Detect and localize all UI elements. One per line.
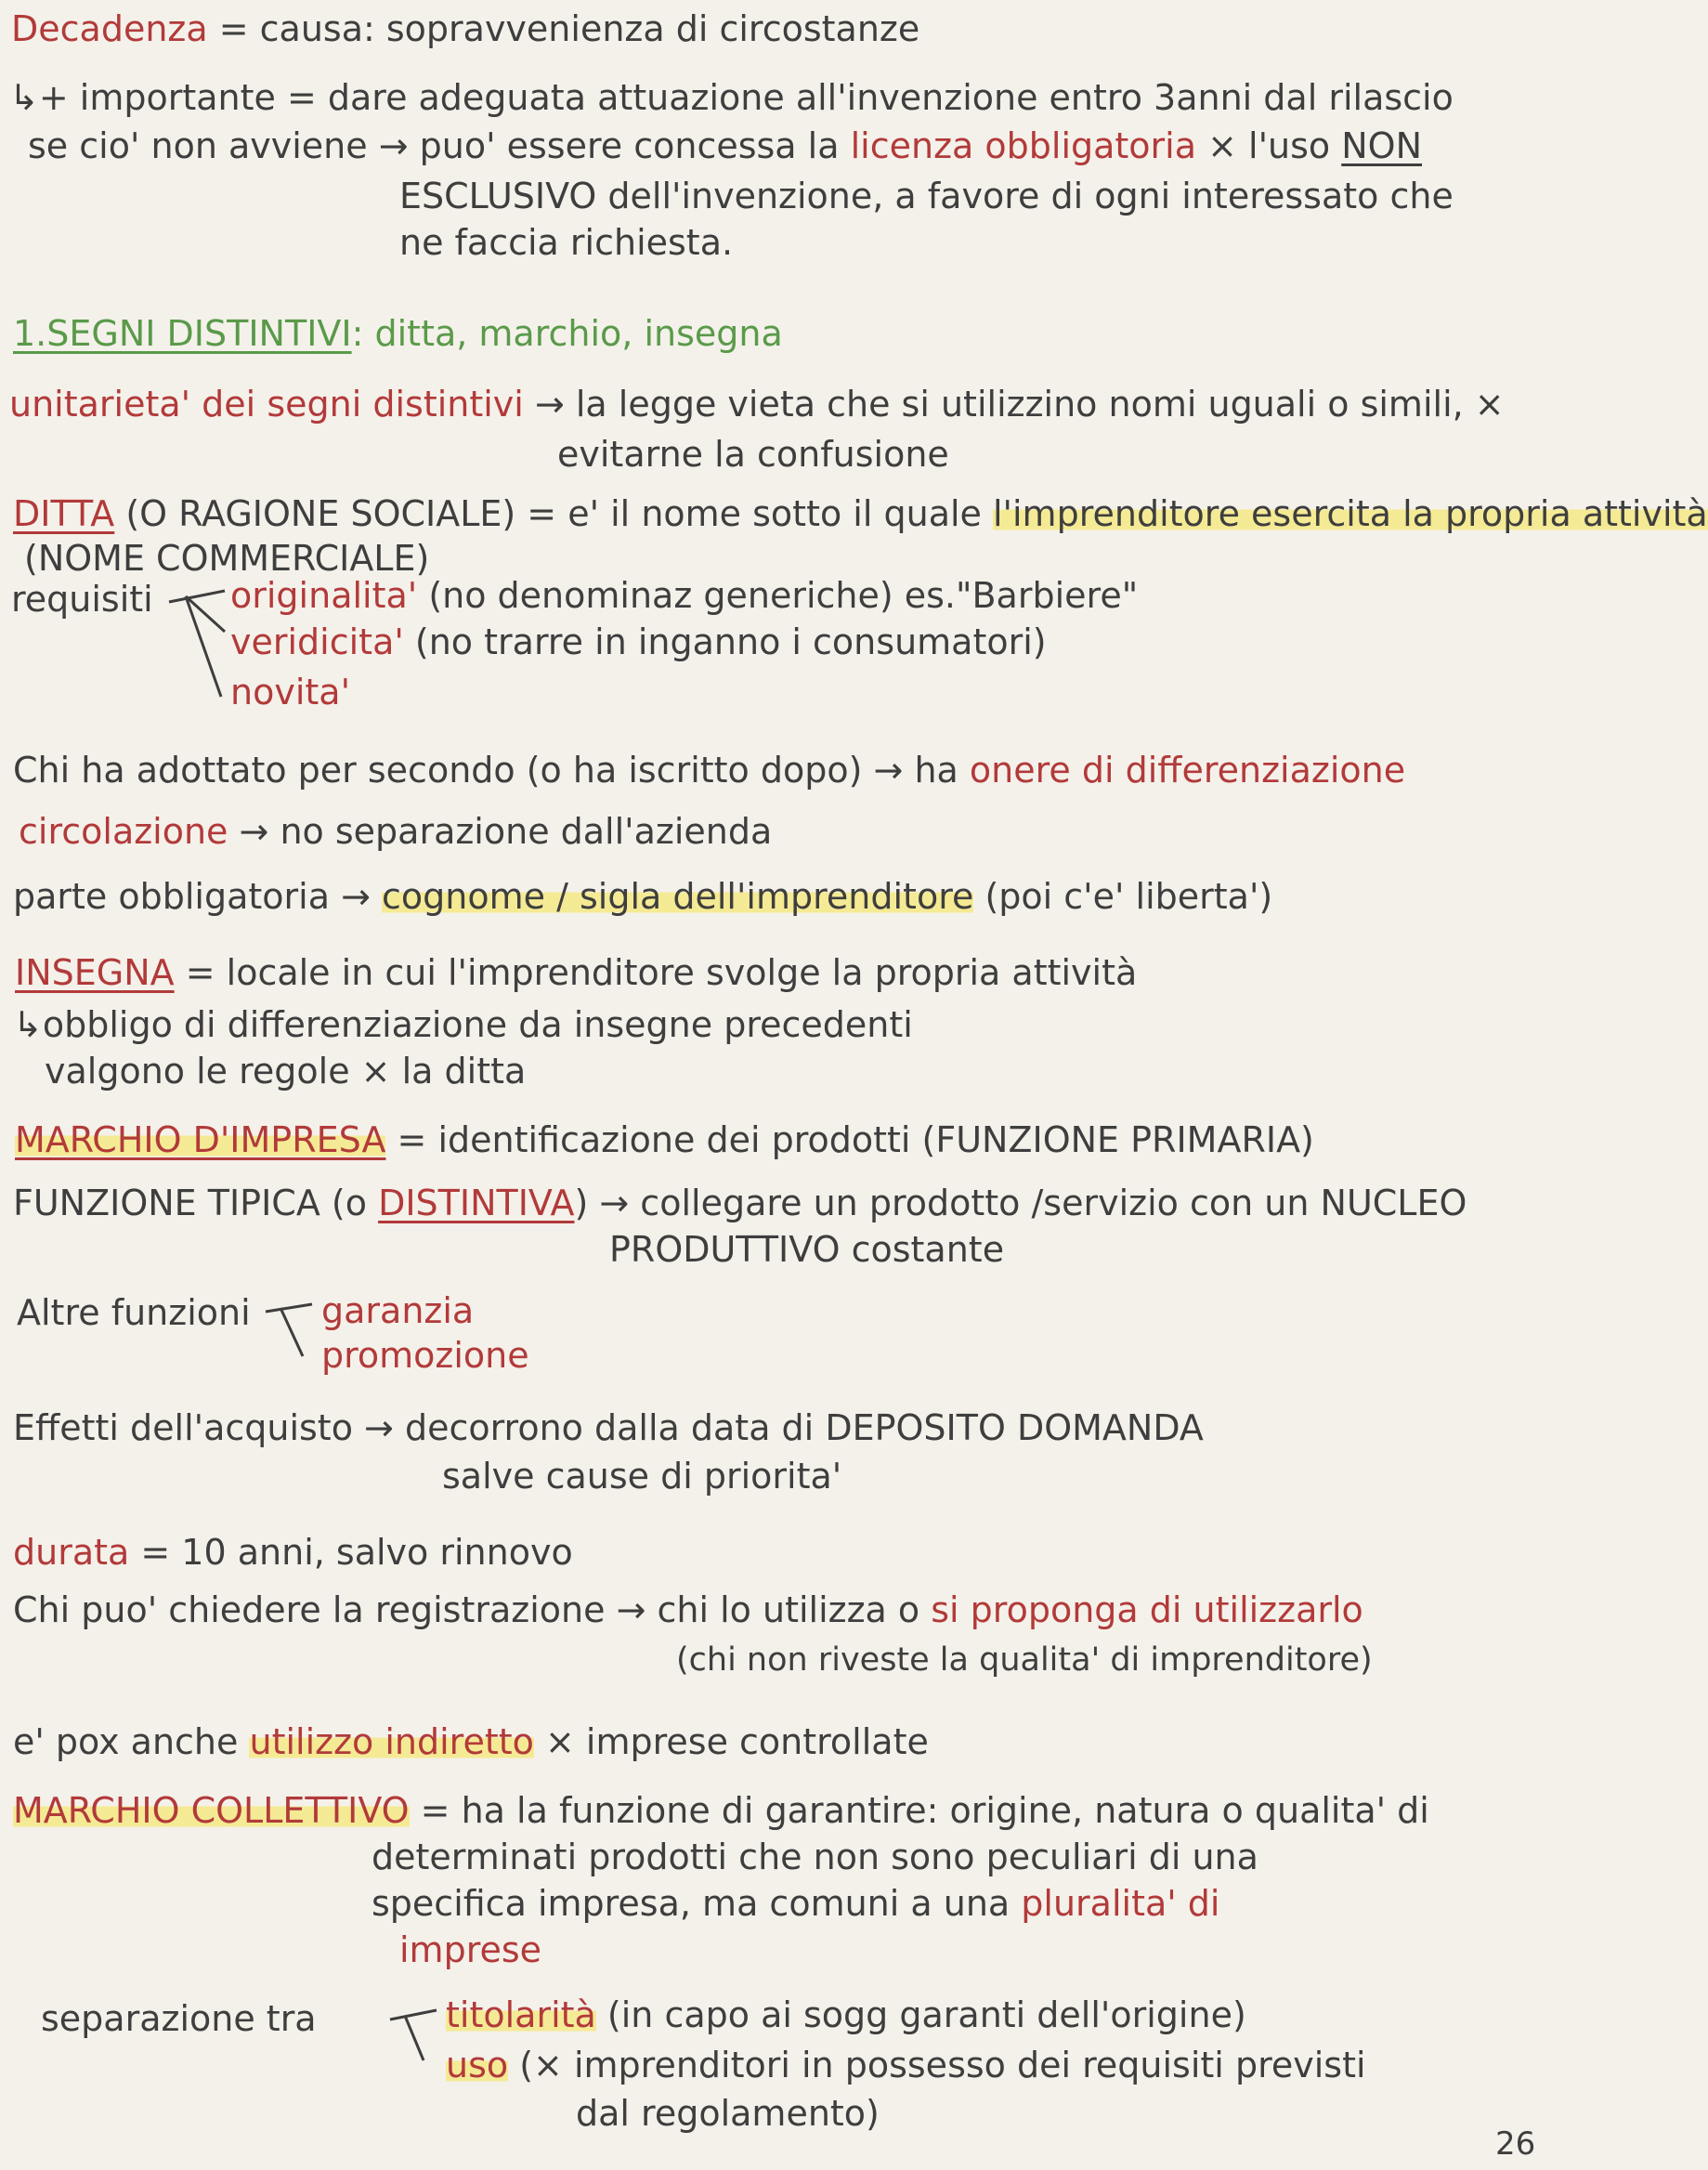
list-item: garanzia	[321, 1290, 475, 1331]
list-item: titolarità (in capo ai sogg garanti dell'origine)	[446, 1994, 1246, 2035]
text-line: Chi puo' chiedere la registrazione → chi lo utilizza o si proponga di utilizzarlo	[13, 1589, 1363, 1630]
list-item: uso (× imprenditori in possesso dei requisiti previsti	[446, 2045, 1366, 2085]
text-line: ESCLUSIVO dell'invenzione, a favore di ogni interessato che	[399, 176, 1454, 216]
text-line: ↳obbligo di differenziazione da insegne precedenti	[13, 1004, 913, 1045]
list-item: novita'	[230, 672, 351, 712]
list-item: promozione	[321, 1335, 529, 1376]
text-line: MARCHIO COLLETTIVO = ha la funzione di garantire: origine, natura o qualita' di	[13, 1790, 1429, 1831]
text-line: dal regolamento)	[576, 2093, 880, 2134]
text-line: PRODUTTIVO costante	[609, 1229, 1005, 1270]
section-heading: 1.SEGNI DISTINTIVI: ditta, marchio, insegna	[13, 313, 783, 354]
text-line: parte obbligatoria → cognome / sigla dell'imprenditore (poi c'e' liberta')	[13, 876, 1273, 917]
text-line: Decadenza = causa: sopravvenienza di circostanze	[11, 8, 920, 49]
text-line: separazione tra	[41, 1998, 317, 2039]
text-line: (chi non riveste la qualita' di imprenditore)	[676, 1641, 1373, 1679]
text-line: MARCHIO D'IMPRESA = identificazione dei prodotti (FUNZIONE PRIMARIA)	[15, 1119, 1314, 1160]
text-line: durata = 10 anni, salvo rinnovo	[13, 1532, 573, 1573]
text-line: ne faccia richiesta.	[399, 222, 734, 263]
text-line: imprese	[399, 1929, 542, 1970]
list-item: originalita' (no denominaz generiche) es."Barbiere"	[230, 575, 1139, 616]
text-line: e' pox anche utilizzo indiretto × imprese controllate	[13, 1721, 929, 1762]
branch-icon	[386, 2005, 442, 2070]
branch-icon	[262, 1299, 318, 1364]
text-line: salve cause di priorita'	[442, 1456, 842, 1497]
text-line: specifica impresa, ma comuni a una pluralita' di	[372, 1883, 1220, 1924]
text-line: requisiti	[11, 579, 153, 620]
list-item: veridicita' (no trarre in inganno i consumatori)	[230, 621, 1047, 662]
text-line: circolazione → no separazione dall'azienda	[19, 811, 773, 852]
text-line: FUNZIONE TIPICA (o DISTINTIVA) → collegare un prodotto /servizio con un NUCLEO	[13, 1183, 1467, 1223]
term-decadenza: Decadenza	[11, 8, 208, 49]
text-line: valgono le regole × la ditta	[45, 1051, 527, 1092]
text-line: determinati prodotti che non sono peculiari di una	[372, 1837, 1258, 1877]
text-line: evitarne la confusione	[557, 434, 949, 475]
text-line: unitarieta' dei segni distintivi → la legge vieta che si utilizzino nomi uguali o simili, ×	[9, 384, 1505, 425]
page-number: 26	[1495, 2125, 1536, 2163]
text-line: DITTA (O RAGIONE SOCIALE) = e' il nome sotto il quale l'imprenditore esercita la propria attività	[13, 493, 1708, 534]
text-line: se cio' non avviene → puo' essere concessa la licenza obbligatoria × l'uso NON	[28, 125, 1423, 166]
text-line: Chi ha adottato per secondo (o ha iscritto dopo) → ha onere di differenziazione	[13, 750, 1406, 791]
text-line: (NOME COMMERCIALE)	[24, 538, 430, 579]
text-line: Effetti dell'acquisto → decorrono dalla data di DEPOSITO DOMANDA	[13, 1407, 1204, 1448]
text-line: ↳+ importante = dare adeguata attuazione all'invenzione entro 3anni dal rilascio	[9, 77, 1454, 118]
text-line: Altre funzioni	[17, 1292, 251, 1333]
branch-icon	[165, 585, 230, 715]
text-line: INSEGNA = locale in cui l'imprenditore svolge la propria attività	[15, 952, 1138, 993]
